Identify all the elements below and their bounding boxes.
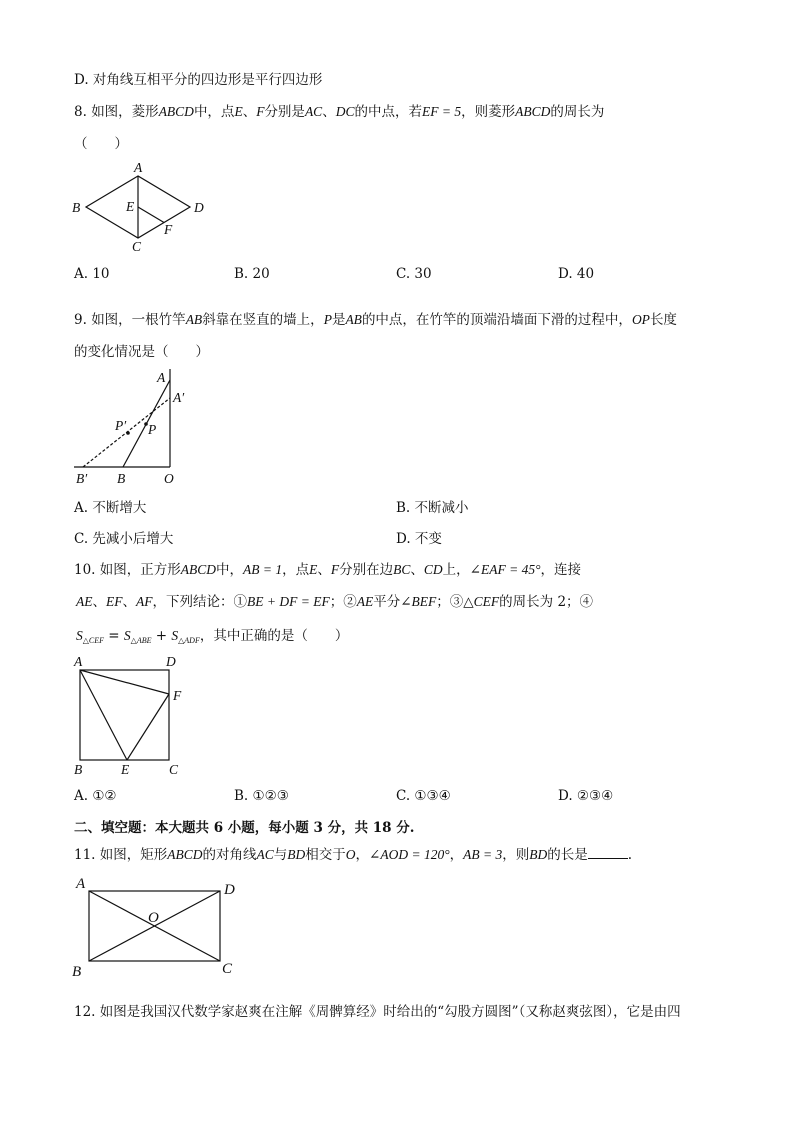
q10-option-d[interactable]: D. ②③④ bbox=[558, 788, 614, 804]
question-number: 11. bbox=[74, 847, 96, 863]
label-a: A bbox=[74, 654, 83, 669]
label-e: E bbox=[126, 199, 135, 214]
point-p-prime bbox=[126, 431, 130, 435]
label-f: F bbox=[173, 688, 182, 703]
q8-option-b[interactable]: B. 20 bbox=[234, 266, 270, 282]
segment-ef bbox=[138, 207, 164, 223]
rectangle-abcd bbox=[89, 891, 220, 961]
q9-option-a[interactable]: A. 不断增大 bbox=[74, 500, 147, 516]
q10-stem-line2: AE、EF、AF，下列结论：①BE + DF = EF；②AE平分∠BEF；③△CEF的周长为 2；④ bbox=[76, 594, 594, 610]
label-d: D bbox=[194, 200, 204, 215]
label-c: C bbox=[132, 239, 142, 254]
pole-a-prime-b-prime bbox=[83, 398, 170, 467]
pole-ab bbox=[123, 380, 170, 467]
q10-option-b[interactable]: B. ①②③ bbox=[234, 788, 289, 804]
label-o: O bbox=[164, 471, 174, 486]
q9-option-c[interactable]: C. 先减小后增大 bbox=[74, 531, 174, 547]
label-e: E bbox=[121, 762, 130, 777]
label-c: C bbox=[222, 961, 233, 977]
square-abcd bbox=[80, 670, 169, 760]
label-d: D bbox=[224, 882, 235, 898]
label-p-prime: P′ bbox=[115, 418, 127, 433]
q10-stem: 10. 如图，正方形ABCD中，AB = 1，点E、F分别在边BC、CD上，∠EAF = 45°，连接 bbox=[74, 562, 581, 578]
segment-ef bbox=[127, 694, 169, 760]
question-number: 8. bbox=[74, 104, 87, 120]
label-a-prime: A′ bbox=[173, 390, 185, 405]
label-p: P bbox=[148, 422, 157, 437]
q7-option-d: D. 对角线互相平分的四边形是平行四边形 bbox=[74, 72, 323, 88]
q10-stem-line3: $S_{\triangle CEF} = S_{\triangle ABE} + S_{\triangle ADF}$，其中正确的是（ ） bbox=[76, 628, 349, 645]
q9-option-b[interactable]: B. 不断减小 bbox=[396, 500, 469, 516]
rhombus-abcd bbox=[86, 176, 190, 238]
label-b: B bbox=[72, 964, 82, 980]
label-d: D bbox=[166, 654, 176, 669]
section-heading: 二、填空题：本大题共 6 小题，每小题 3 分，共 18 分. bbox=[74, 820, 415, 836]
q8-option-a[interactable]: A. 10 bbox=[74, 266, 110, 282]
q12-stem: 12. 如图是我国汉代数学家赵爽在注解《周髀算经》时给出的“勾股方圆图”（又称赵爽弦图），它是由四 bbox=[74, 1004, 681, 1020]
label-a: A bbox=[76, 876, 86, 892]
q9-stem: 9. 如图，一根竹竿AB斜靠在竖直的墙上，P是AB的中点，在竹竿的顶端沿墙面下滑的过程中，OP长度 bbox=[74, 312, 677, 328]
label-b: B bbox=[74, 762, 83, 777]
point-p bbox=[144, 422, 148, 426]
label-a: A bbox=[157, 370, 166, 385]
segment-af bbox=[80, 670, 169, 694]
label-o: O bbox=[148, 910, 159, 926]
q9-stem-line2: 的变化情况是（ ） bbox=[74, 344, 209, 360]
q11-stem: 11. 如图，矩形ABCD的对角线AC与BD相交于O，∠AOD = 120°，AB = 3，则BD的长是 . bbox=[74, 847, 633, 863]
segment-ae bbox=[80, 670, 127, 760]
answer-parentheses: （ ） bbox=[74, 136, 128, 152]
q8-option-c[interactable]: C. 30 bbox=[396, 266, 432, 282]
label-b-prime: B′ bbox=[76, 471, 88, 486]
q8-stem: 8. 如图，菱形ABCD中，点E、F分别是AC、DC的中点，若EF = 5，则菱形ABCD的周长为 bbox=[74, 104, 605, 120]
label-a: A bbox=[134, 160, 143, 175]
question-number: 9. bbox=[74, 312, 87, 328]
q8-option-d[interactable]: D. 40 bbox=[558, 266, 595, 282]
label-c: C bbox=[169, 762, 179, 777]
diagonal-ac bbox=[89, 891, 220, 961]
diagonal-bd bbox=[89, 891, 220, 961]
q10-option-c[interactable]: C. ①③④ bbox=[396, 788, 451, 804]
q9-option-d[interactable]: D. 不变 bbox=[396, 531, 442, 547]
q10-option-a[interactable]: A. ①② bbox=[74, 788, 117, 804]
answer-blank[interactable] bbox=[588, 846, 628, 859]
question-number: 10. bbox=[74, 562, 96, 578]
label-f: F bbox=[164, 222, 173, 237]
label-b: B bbox=[117, 471, 126, 486]
label-b: B bbox=[72, 200, 81, 215]
